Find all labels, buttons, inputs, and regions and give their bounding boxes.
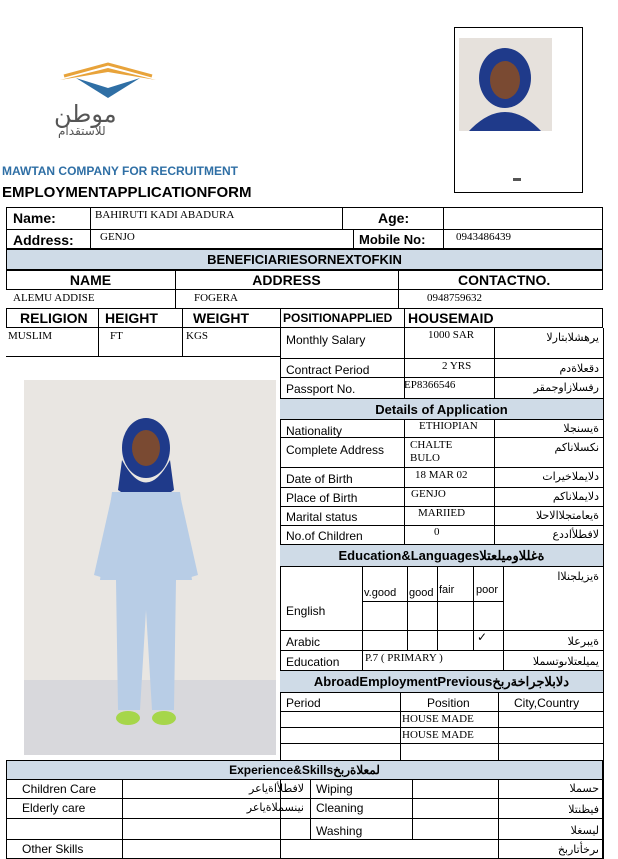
children-arabic: لافطلأاددع xyxy=(552,528,599,541)
cleaning-label: Cleaning xyxy=(316,801,364,815)
pob-value: GENJO xyxy=(411,488,446,500)
nationality-label: Nationality xyxy=(286,424,343,438)
abroad-position-2: HOUSE MADE xyxy=(402,729,474,741)
dob-value: 18 MAR 02 xyxy=(415,469,468,481)
dob-label: Date of Birth xyxy=(286,472,353,486)
education-value: P.7 ( PRIMARY ) xyxy=(365,652,443,664)
full-body-photo xyxy=(24,380,276,755)
religion-label: RELIGION xyxy=(20,310,88,326)
position-value: HOUSEMAID xyxy=(408,310,494,326)
applicant-name: BAHIRUTI KADI ABADURA xyxy=(95,209,235,221)
col-position: Position xyxy=(427,696,470,710)
marital-value: MARIIED xyxy=(418,507,466,519)
address-label: Address: xyxy=(13,232,74,248)
beneficiary-contact: 0948759632 xyxy=(427,292,482,304)
photo-mark xyxy=(513,178,521,181)
details-title: Details of Application xyxy=(375,402,508,417)
level-good: good xyxy=(409,587,434,599)
education-arabic: يميلعتلاىوتسملا xyxy=(532,655,599,668)
washing-label: Washing xyxy=(316,824,363,838)
applicant-mobile: 0943486439 xyxy=(456,231,511,243)
passport-value: EP8366546 xyxy=(404,379,456,391)
passport-label: Passport No. xyxy=(286,382,356,396)
weight-label: WEIGHT xyxy=(193,310,249,326)
contract-value: 2 YRS xyxy=(442,360,472,372)
pob-label: Place of Birth xyxy=(286,491,358,505)
education-title: Education&Languagesةغللاوميلعتلا xyxy=(338,548,545,563)
dob-arabic: دلايملاخيرات xyxy=(542,470,599,483)
complete-address-arabic: نكسلاناكم xyxy=(554,441,599,454)
nationality-value: ETHIOPIAN xyxy=(419,420,478,432)
col-address: ADDRESS xyxy=(252,272,321,288)
religion-value: MUSLIM xyxy=(8,330,53,342)
col-period: Period xyxy=(286,696,321,710)
height-value: FT xyxy=(110,330,123,342)
name-label: Name: xyxy=(13,210,56,226)
experience-title: Experience&Skillsلمعلاةربخ xyxy=(229,763,380,777)
cleaning-arabic: فيظنتلا xyxy=(568,803,599,816)
elderly-care-arabic: نينسملاةياعر xyxy=(246,801,304,814)
applicant-address: GENJO xyxy=(100,231,135,243)
salary-arabic: يرهشلابتارلا xyxy=(546,331,599,344)
company-subtitle-arabic: للاستقدام xyxy=(58,124,106,138)
other-skills-arabic: ىرخأتاربخ xyxy=(557,843,599,856)
children-care-label: Children Care xyxy=(22,782,97,796)
beneficiary-name: ALEMU ADDISE xyxy=(13,292,95,304)
marital-label: Marital status xyxy=(286,510,358,524)
marital-arabic: ةيعامتجلاالاحلا xyxy=(535,509,599,522)
arabic-check-icon: ✓ xyxy=(477,630,488,644)
contract-label: Contract Period xyxy=(286,363,370,377)
level-vgood: v.good xyxy=(364,587,397,599)
salary-label: Monthly Salary xyxy=(286,333,366,347)
passport-photo-frame xyxy=(454,27,583,193)
contract-arabic: دقعلاةدم xyxy=(559,362,599,375)
col-country: City,Country xyxy=(514,696,580,710)
children-label: No.of Children xyxy=(286,529,363,543)
pob-arabic: دلايملاناكم xyxy=(552,490,599,503)
height-label: HEIGHT xyxy=(105,310,158,326)
children-care-arabic: لافطلأاةياعر xyxy=(249,782,304,795)
wiping-label: Wiping xyxy=(316,782,353,796)
english-label: English xyxy=(286,604,326,618)
wiping-arabic: حسملا xyxy=(569,782,599,795)
abroad-position-1: HOUSE MADE xyxy=(402,713,474,725)
beneficiary-address: FOGERA xyxy=(194,292,239,304)
elderly-care-label: Elderly care xyxy=(22,801,86,815)
education-label: Education xyxy=(286,655,340,669)
passport-arabic: رفسلازاوجمقر xyxy=(533,381,599,394)
arabic-label: Arabic xyxy=(286,635,321,649)
form-title: EMPLOYMENTAPPLICATIONFORM xyxy=(2,184,252,201)
passport-photo xyxy=(459,38,552,131)
mobile-label: Mobile No: xyxy=(359,232,426,247)
weight-value: KGS xyxy=(186,330,209,342)
company-name: MAWTAN COMPANY FOR RECRUITMENT xyxy=(2,164,238,178)
level-fair: fair xyxy=(439,584,455,596)
beneficiaries-title: BENEFICIARIESORNEXTOFKIN xyxy=(207,252,402,267)
level-poor: poor xyxy=(476,584,499,596)
company-name-arabic: موطن xyxy=(54,100,117,128)
washing-arabic: ليسغلا xyxy=(570,824,599,837)
col-name: NAME xyxy=(69,272,112,288)
nationality-arabic: ةيسنجلا xyxy=(563,422,599,435)
abroad-title: AbroadEmploymentPreviousدلابلاجراخةربخ xyxy=(313,674,570,689)
position-label: POSITIONAPPLIED xyxy=(283,311,393,325)
english-arabic: ةيزيلجنلاا xyxy=(557,570,599,583)
complete-address-value: CHALTE BULO xyxy=(410,439,453,464)
complete-address-label: Complete Address xyxy=(286,443,385,457)
children-value: 0 xyxy=(434,526,440,538)
col-contact: CONTACTNO. xyxy=(458,272,551,288)
other-skills-label: Other Skills xyxy=(22,842,84,856)
age-label: Age: xyxy=(378,210,410,226)
salary-value: 1000 SAR xyxy=(428,329,475,341)
arabic-arabic: ةيبرعلا xyxy=(567,635,599,648)
